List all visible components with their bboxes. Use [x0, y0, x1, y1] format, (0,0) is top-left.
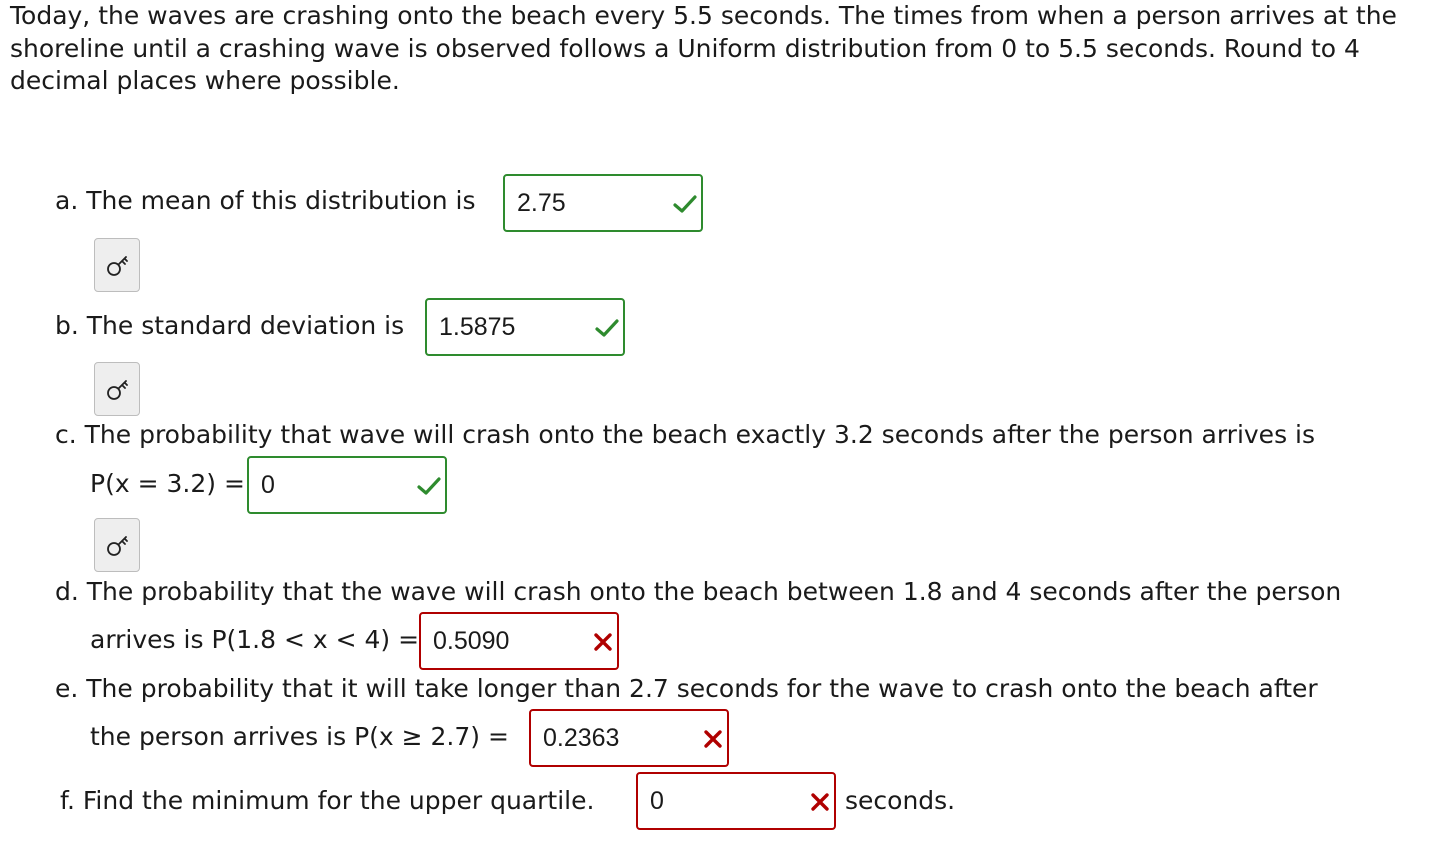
- checkmark-icon: [595, 318, 619, 338]
- part-f-answer-input[interactable]: [638, 774, 834, 828]
- part-c-key-button[interactable]: [94, 518, 140, 572]
- part-a-prompt: a. The mean of this distribution is: [55, 186, 476, 215]
- part-d-expression: arrives is P(1.8 < x < 4) =: [90, 625, 420, 654]
- part-b-prompt: b. The standard deviation is: [55, 311, 405, 340]
- problem-statement: Today, the waves are crashing onto the beach every 5.5 seconds. The times from when a person arrives at the shoreline until a crashing wave is observed follows a Uniform distribution from 0 to 5.5 seconds. Round to 4 decimal places where possible.: [10, 1, 1397, 95]
- part-e-expression: the person arrives is P(x ≥ 2.7) =: [90, 722, 509, 751]
- part-b-answer-input[interactable]: [427, 300, 623, 354]
- part-a-key-button[interactable]: [94, 238, 140, 292]
- key-icon: [106, 377, 130, 401]
- checkmark-icon: [417, 476, 441, 496]
- part-e-answer-box[interactable]: [529, 709, 729, 767]
- part-c-prompt: c. The probability that wave will crash onto the beach exactly 3.2 seconds after the person arrives is: [55, 420, 1316, 449]
- x-mark-icon: [593, 632, 613, 652]
- part-a-answer-input[interactable]: [505, 176, 701, 230]
- part-f-prompt: f. Find the minimum for the upper quartile.: [60, 786, 595, 815]
- part-f-answer-box[interactable]: [636, 772, 836, 830]
- checkmark-icon: [673, 194, 697, 214]
- part-a-answer-box[interactable]: [503, 174, 703, 232]
- part-d-prompt: d. The probability that the wave will crash onto the beach between 1.8 and 4 seconds after the person: [55, 577, 1342, 606]
- x-mark-icon: [703, 729, 723, 749]
- key-icon: [106, 533, 130, 557]
- part-c-answer-box[interactable]: [247, 456, 447, 514]
- part-e-prompt: e. The probability that it will take longer than 2.7 seconds for the wave to crash onto the beach after: [55, 674, 1318, 703]
- key-icon: [106, 253, 130, 277]
- part-d-answer-input[interactable]: [421, 614, 617, 668]
- part-b-answer-box[interactable]: [425, 298, 625, 356]
- part-e-answer-input[interactable]: [531, 711, 727, 765]
- part-f-units: seconds.: [845, 786, 956, 815]
- part-c-answer-input[interactable]: [249, 458, 445, 512]
- part-d-answer-box[interactable]: [419, 612, 619, 670]
- part-b-key-button[interactable]: [94, 362, 140, 416]
- part-c-expression: P(x = 3.2) =: [90, 469, 245, 498]
- x-mark-icon: [810, 792, 830, 812]
